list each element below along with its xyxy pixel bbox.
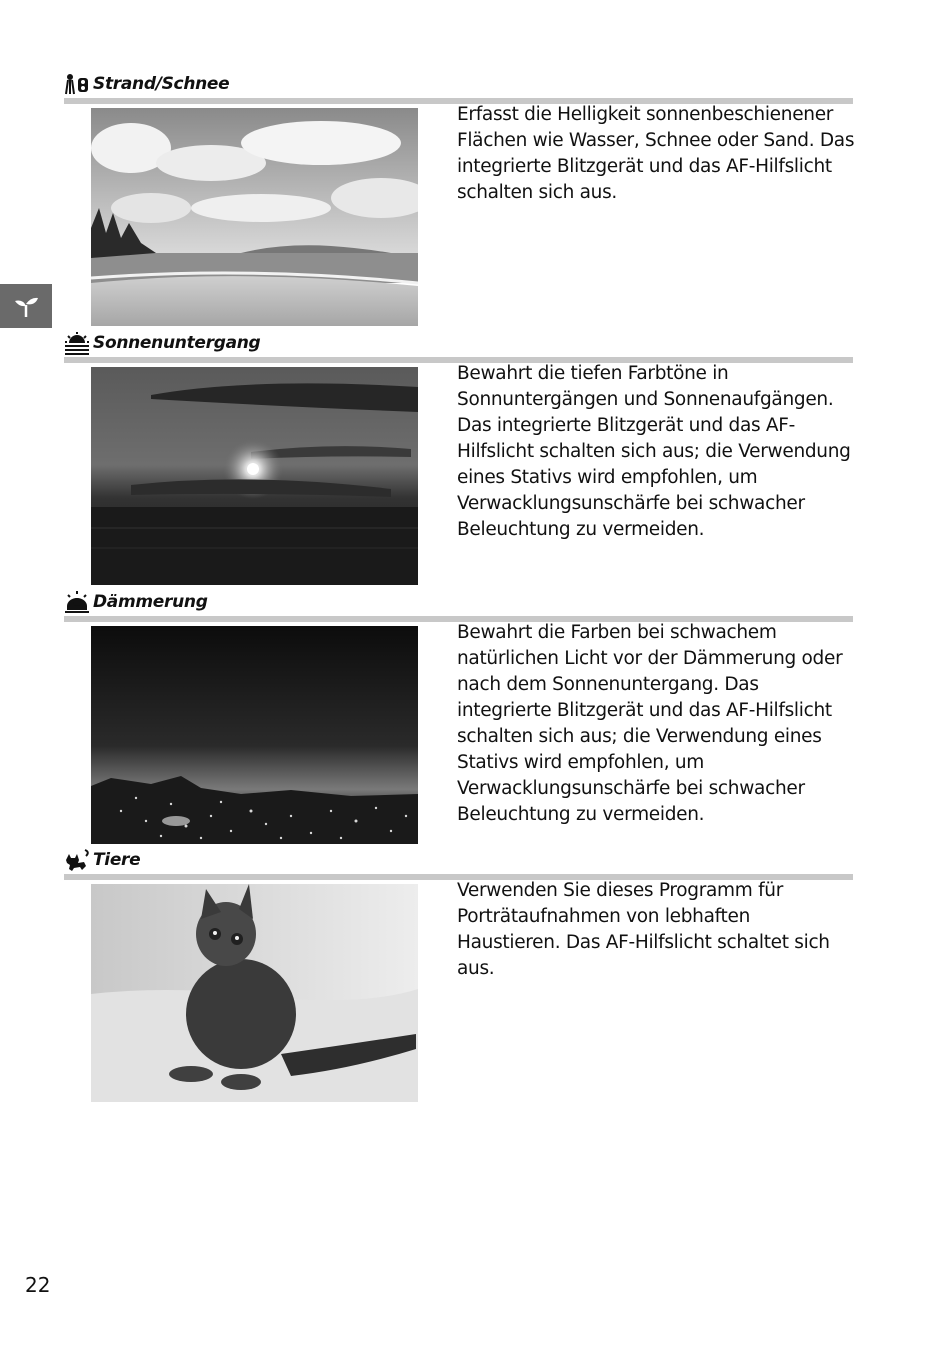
section-pets bbox=[0, 847, 950, 1105]
section-description: Verwenden Sie dieses Programm für Porträtaufnahmen von lebhaften Haustieren. Das AF-Hilfslicht schaltet sich aus. bbox=[457, 880, 830, 979]
section-description: Erfasst die Helligkeit sonnenbeschienener Flächen wie Wasser, Schnee oder Sand. Das integrierte Blitzgerät und das AF-Hilfslicht schalten sich aus. bbox=[457, 104, 855, 203]
section-title: Dämmerung bbox=[93, 592, 208, 612]
section-title: Sonnenuntergang bbox=[93, 333, 261, 353]
kitten-photo bbox=[91, 884, 418, 1102]
sunset-icon bbox=[64, 331, 90, 355]
dusk-city-photo bbox=[91, 626, 418, 844]
pet-icon bbox=[64, 848, 90, 872]
section-sunset bbox=[0, 330, 950, 588]
sunset-photo bbox=[91, 367, 418, 585]
dusk-icon bbox=[64, 590, 90, 614]
section-header bbox=[64, 847, 140, 873]
beach-snow-icon bbox=[64, 72, 90, 96]
section-description: Bewahrt die Farben bei schwachem natürlichen Licht vor der Dämmerung oder nach dem Sonnenuntergang. Das integrierte Blitzgerät und das AF-Hilfslicht schalten sich aus; die Verwendung eines Stativs wird empfohlen, um Verwacklungsunschärfe bei schwacher Beleuchtung zu vermeiden. bbox=[457, 622, 843, 825]
section-description: Bewahrt die tiefen Farbtöne in Sonnuntergängen und Sonnenaufgängen. Das integrierte Blitzgerät und das AF- Hilfslicht schalten sich aus; die Verwendung eines Stativs wird empfohlen, um Verwacklungsunschärfe bei schwacher Beleuchtung zu vermeiden. bbox=[457, 363, 851, 540]
section-dusk bbox=[0, 589, 950, 847]
beach-photo bbox=[91, 108, 418, 326]
page-number: 22 bbox=[25, 1273, 51, 1297]
section-header bbox=[64, 589, 208, 615]
section-title: Strand/Schnee bbox=[93, 74, 230, 94]
section-header bbox=[64, 330, 260, 356]
chapter-tab bbox=[0, 284, 52, 328]
section-header bbox=[64, 71, 229, 97]
sprout-icon bbox=[13, 293, 39, 319]
section-title: Tiere bbox=[93, 850, 141, 870]
section-beach-snow bbox=[0, 71, 950, 329]
